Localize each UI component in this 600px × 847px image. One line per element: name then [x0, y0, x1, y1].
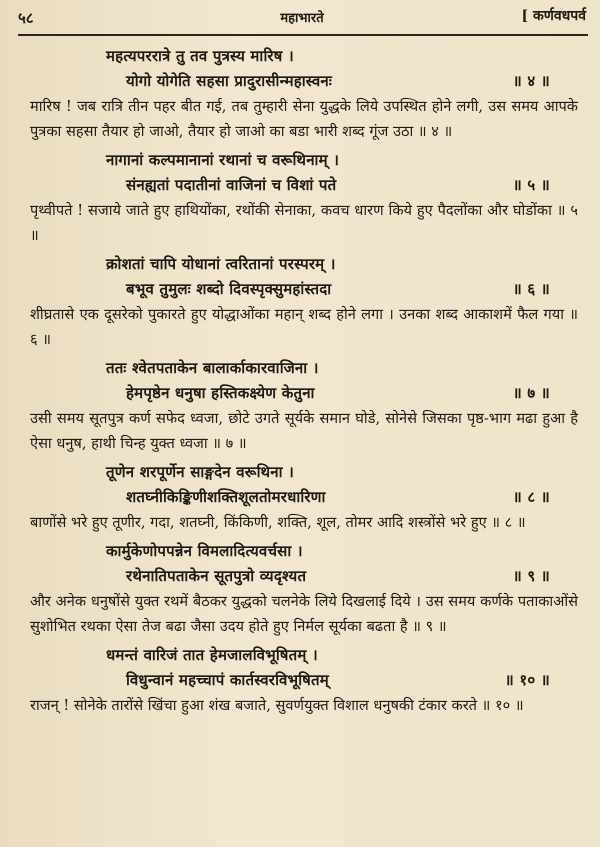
page-header — [18, 6, 586, 32]
page-body — [30, 44, 578, 722]
verse-block — [30, 148, 578, 248]
translation-paragraph: पृथ्वीपते ! सजाये जाते हुए हाथियोंका, रथोंकी सेनाका, कवच धारण किये हुए पैदलोंका और घोडोंका ॥ ५ ॥ — [30, 202, 578, 244]
verse-line-1 — [40, 356, 578, 381]
section-name: [ कर्णवधपर्व — [521, 8, 586, 24]
verse-number: ॥ १० ॥ — [504, 671, 550, 689]
verse-text: क्रोशतां चापि योधानां त्वरितानां परस्परम् । — [106, 255, 336, 273]
verse-line-2 — [40, 668, 578, 693]
verse-block — [30, 460, 578, 535]
translation-paragraph: उसी समय सूतपुत्र कर्ण सफेद ध्वजा, छोटे उगते सूर्यके समान घोडे, सोनेसे जिसका पृष्ठ-भाग मढा हुआ है ऐसा धनुष, हाथी चिन्ह युक्त ध्वजा ॥ ७ ॥ — [30, 410, 578, 452]
verse-number: ॥ ६ ॥ — [512, 280, 550, 298]
verse-text: विधुन्वानं महच्चापं कार्तस्वरविभूषितम् — [126, 671, 329, 689]
verse-line-1 — [40, 539, 578, 564]
verse-line-1 — [40, 252, 578, 277]
verse-text: शतघ्नीकिङ्किणीशक्तिशूलतोमरधारिणा — [126, 488, 326, 506]
verse-text: तूणेन शरपूर्णेन साङ्गदेन वरूथिना । — [106, 463, 295, 481]
verse-number: ॥ ८ ॥ — [512, 488, 550, 506]
verse-text: संनह्यतां पदातीनां वाजिनां च विशां पते — [126, 176, 337, 194]
verse-block — [30, 44, 578, 144]
verse-line-1 — [40, 148, 578, 173]
running-title: महाभारते — [280, 11, 324, 26]
verse-block — [30, 356, 578, 456]
verse-block — [30, 643, 578, 718]
verse-line-1 — [40, 44, 578, 69]
verse-line-2 — [40, 277, 578, 302]
header-rule — [18, 34, 588, 36]
verse-block — [30, 252, 578, 352]
verse-number: ॥ ९ ॥ — [512, 567, 550, 585]
verse-number: ॥ ७ ॥ — [512, 384, 550, 402]
verse-text: हेमपृष्ठेन धनुषा हस्तिकक्ष्येण केतुना — [126, 384, 315, 402]
verse-line-1 — [40, 460, 578, 485]
page-number: ५८ — [18, 9, 34, 27]
translation-paragraph: और अनेक धनुषोंसे युक्त रथमें बैठकर युद्धको चलनेके लिये दिखलाई दिये । उस समय कर्णके पताकाओंसे सुशोभित रथका ऐसा तेज बढा जैसा उदय होते हुए निर्मल सूर्यका बढता है ॥ ९ ॥ — [30, 593, 578, 635]
verse-line-2 — [40, 69, 578, 94]
verse-number: ॥ ५ ॥ — [512, 176, 550, 194]
verse-text: बभूव तुमुलः शब्दो दिवस्पृक्सुमहांस्तदा — [126, 280, 332, 298]
verse-line-2 — [40, 564, 578, 589]
verse-line-2 — [40, 173, 578, 198]
translation-paragraph: मारिष ! जब रात्रि तीन पहर बीत गई, तब तुम्हारी सेना युद्धके लिये उपस्थित होने लगी, उस समय आपके पुत्रका सहसा तैयार हो जाओ, तैयार हो जाओ का बडा भारी शब्द गूंज उठा ॥ ४ ॥ — [30, 98, 578, 140]
verse-text: महत्यपररात्रे तु तव पुत्रस्य मारिष । — [106, 47, 294, 65]
verse-text: योगो योगेति सहसा प्रादुरासीन्महास्वनः — [126, 72, 332, 90]
verse-text: नागानां कल्पमानानां रथानां च वरूथिनाम् । — [106, 151, 340, 169]
translation-paragraph: राजन् ! सोनेके तारोंसे खिंचा हुआ शंख बजाते, सुवर्णयुक्त विशाल धनुषकी टंकार करते ॥ १० ॥ — [30, 697, 524, 714]
verse-line-2 — [40, 485, 578, 510]
verse-text: ततः श्वेतपताकेन बालार्काकारवाजिना । — [106, 359, 319, 377]
translation-paragraph: शीघ्रतासे एक दूसरेको पुकारते हुए योद्धाओंका महान् शब्द होने लगा । उनका शब्द आकाशमें फैल गया ॥ ६ ॥ — [30, 306, 578, 348]
verse-number: ॥ ४ ॥ — [512, 72, 550, 90]
verse-text: रथेनातिपताकेन सूतपुत्रो व्यदृश्यत — [126, 567, 307, 585]
verse-text: धमन्तं वारिजं तात हेमजालविभूषितम् । — [106, 646, 318, 664]
verse-text: कार्मुकेणोपपन्नेन विमलादित्यवर्चसा । — [106, 542, 303, 560]
verse-block — [30, 539, 578, 639]
verse-line-1 — [40, 643, 578, 668]
verse-line-2 — [40, 381, 578, 406]
translation-paragraph: बाणोंसे भरे हुए तूणीर, गदा, शतघ्नी, किंकिणी, शक्ति, शूल, तोमर आदि शस्त्रोंसे भरे हुए ॥ ८ ॥ — [30, 514, 526, 531]
